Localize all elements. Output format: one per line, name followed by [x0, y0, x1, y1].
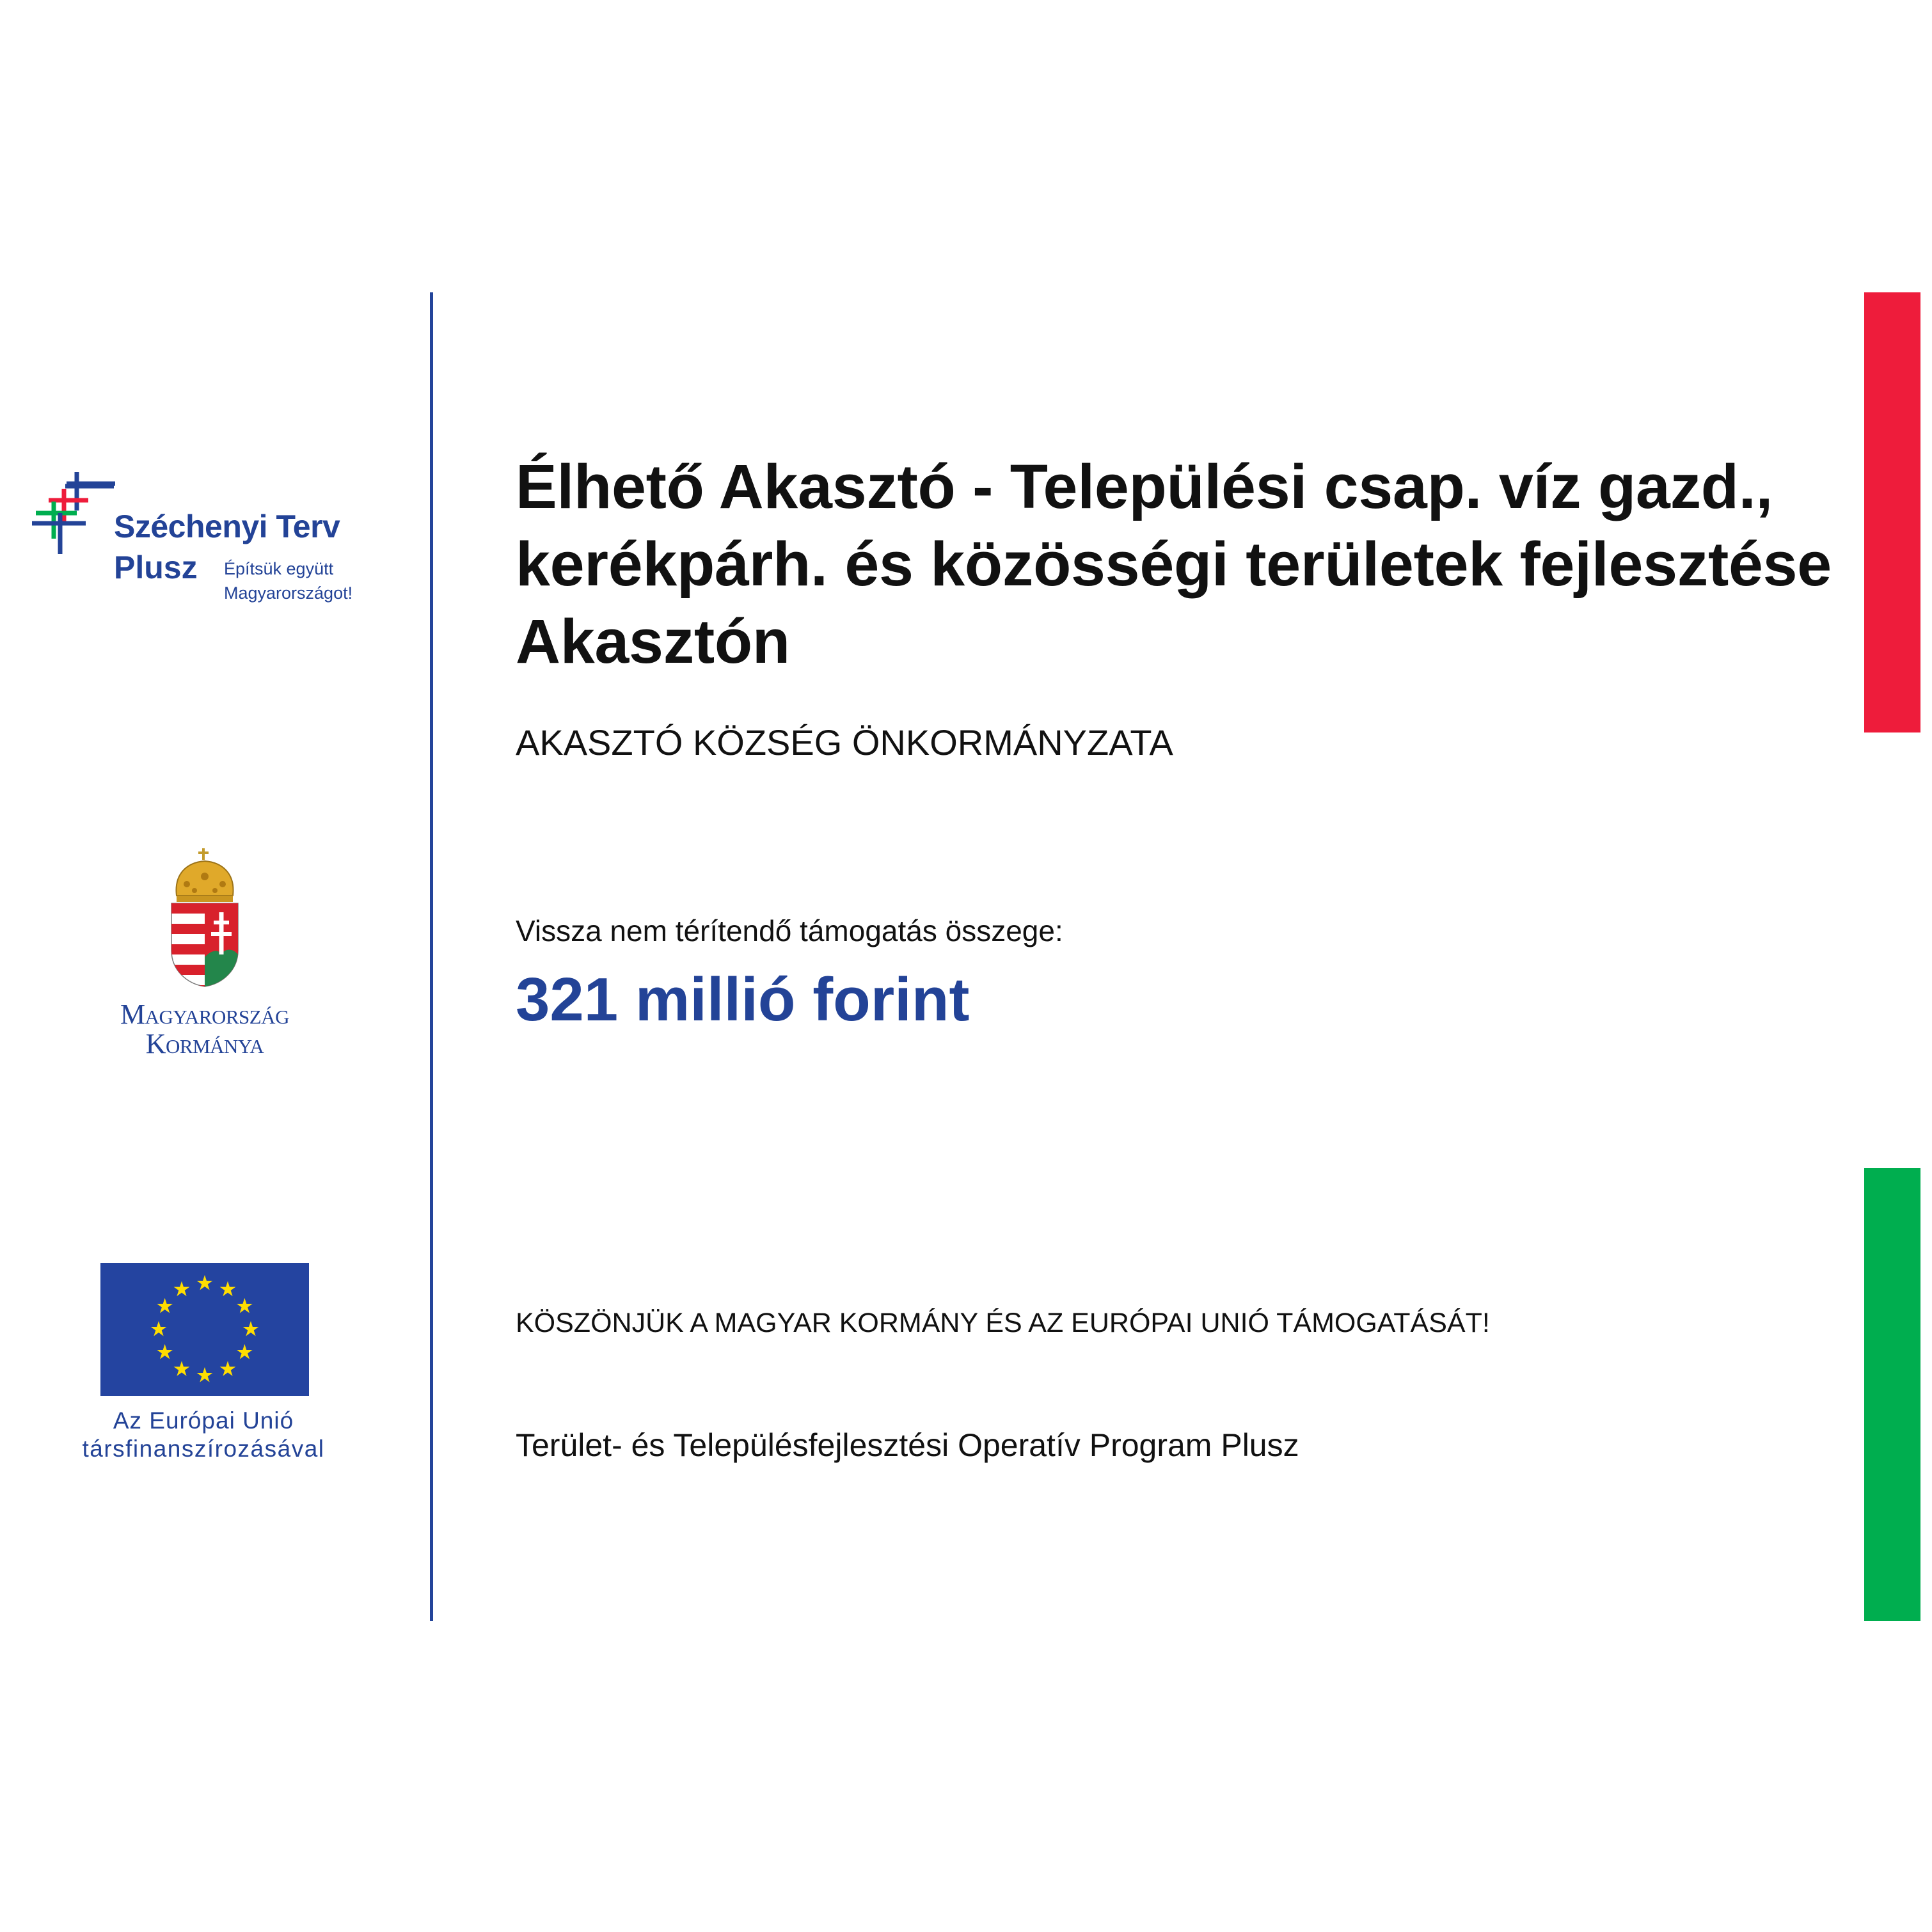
szechenyi-terv-logo — [32, 472, 390, 613]
project-title: Élhető Akasztó - Települési csap. víz gazd., kerékpárh. és közösségi területek fejlesztése Akasztón — [516, 452, 1832, 676]
szechenyi-slogan-line1: Építsük együtt — [224, 559, 334, 578]
szechenyi-subtitle: Plusz — [114, 550, 198, 585]
coat-of-arms-icon — [168, 848, 242, 990]
szechenyi-title: Széchenyi Terv — [114, 509, 340, 544]
eu-cofinancing-logo — [56, 1263, 351, 1468]
flag-stripe-green — [1864, 1168, 1920, 1621]
eu-text-line1: Az Európai Unió — [113, 1407, 294, 1434]
flag-stripe-red — [1864, 292, 1920, 732]
eu-text-line2: társfinanszírozásával — [82, 1436, 325, 1462]
grant-amount-label: Vissza nem térítendő támogatás összege: — [516, 914, 1063, 947]
program-name: Terület- és Településfejlesztési Operatív Program Plusz — [516, 1427, 1299, 1463]
szechenyi-slogan-line2: Magyarországot! — [224, 583, 353, 603]
grant-amount-value: 321 millió forint — [516, 965, 970, 1034]
eu-flag-icon — [100, 1263, 309, 1396]
beneficiary-name: AKASZTÓ KÖZSÉG ÖNKORMÁNYZATA — [516, 722, 1173, 763]
government-name-line2: Kormánya — [145, 1028, 264, 1059]
government-name-line1: Magyarország — [120, 999, 289, 1030]
thanks-message: KÖSZÖNJÜK A MAGYAR KORMÁNY ÉS AZ EURÓPAI UNIÓ TÁMOGATÁSÁT! — [516, 1308, 1490, 1338]
szechenyi-cross-icon — [32, 472, 122, 562]
vertical-divider — [430, 292, 433, 1621]
government-logo — [83, 848, 326, 1066]
